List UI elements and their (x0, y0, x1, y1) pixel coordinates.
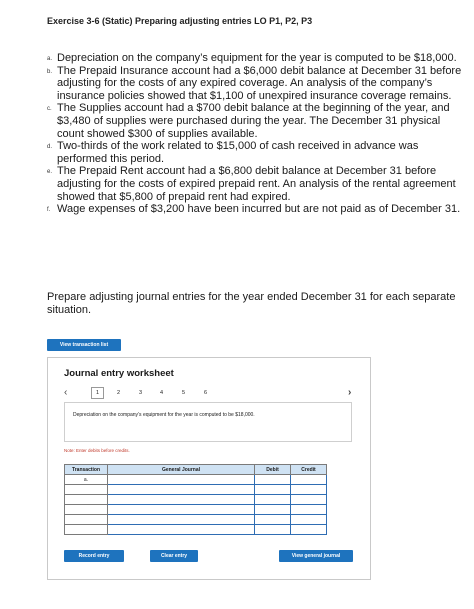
chevron-right-icon[interactable]: › (348, 387, 352, 398)
page-3-tab[interactable]: 3 (139, 390, 143, 396)
journal-table-header (65, 465, 327, 475)
item-letter: d. (47, 144, 53, 151)
table-row (65, 475, 327, 485)
credit-input[interactable] (291, 505, 327, 515)
journal-entry-worksheet (47, 357, 371, 580)
page-5-tab[interactable]: 5 (182, 390, 186, 396)
item-letter: c. (47, 106, 52, 113)
transaction-cell: a. (65, 475, 108, 485)
record-entry-button[interactable]: Record entry (64, 550, 124, 562)
credit-input[interactable] (291, 475, 327, 485)
table-row (65, 515, 327, 525)
transaction-description (64, 402, 352, 442)
item-letter: a. (47, 56, 53, 62)
situation-list (47, 52, 465, 216)
credit-input[interactable] (291, 525, 327, 535)
account-input[interactable] (108, 485, 255, 495)
account-input[interactable] (108, 525, 255, 535)
credit-input[interactable] (291, 495, 327, 505)
page-6-tab[interactable]: 6 (204, 390, 208, 396)
worksheet-title: Journal entry worksheet (64, 368, 174, 379)
transaction-cell (65, 485, 108, 495)
situation-item (47, 165, 465, 203)
general-journal-header: General Journal (108, 465, 255, 475)
situation-item (47, 52, 465, 65)
item-text: The Prepaid Rent account had a $6,800 debit balance at December 31 before adjusting for the costs of expired prepaid rent. An analysis of the rental agreement showed that $5,800 of prepaid rent had expired. (57, 165, 456, 203)
transaction-cell (65, 515, 108, 525)
account-input[interactable] (108, 495, 255, 505)
view-general-journal-button[interactable]: View general journal (279, 550, 353, 562)
table-row (65, 495, 327, 505)
item-letter: e. (47, 169, 53, 176)
description-text: Depreciation on the company’s equipment for the year is computed to be $18,000. (73, 412, 255, 418)
account-input[interactable] (108, 505, 255, 515)
table-row (65, 525, 327, 535)
page-4-tab[interactable]: 4 (160, 390, 164, 396)
page-2-tab[interactable]: 2 (117, 390, 121, 396)
situation-item (47, 203, 465, 216)
transaction-header: Transaction (65, 465, 108, 475)
transaction-cell (65, 525, 108, 535)
instructions: Prepare adjusting journal entries for the year ended December 31 for each separate situation. (47, 291, 456, 316)
credit-header: Credit (291, 465, 327, 475)
situation-item (47, 140, 465, 165)
debit-input[interactable] (255, 485, 291, 495)
debit-input[interactable] (255, 515, 291, 525)
account-input[interactable] (108, 515, 255, 525)
account-input[interactable] (108, 475, 255, 485)
item-text: The Prepaid Insurance account had a $6,000 debit balance at December 31 before adjusting for the costs of any expired coverage. An analysis of the company’s insurance policies showed that $1,100 of unexpired insurance coverage remains. (57, 64, 462, 102)
item-text: Depreciation on the company’s equipment for the year is computed to be $18,000. (57, 52, 457, 64)
situation-item (47, 65, 465, 103)
debit-input[interactable] (255, 475, 291, 485)
debit-input[interactable] (255, 525, 291, 535)
transaction-cell (65, 495, 108, 505)
table-row (65, 485, 327, 495)
chevron-left-icon[interactable]: ‹ (64, 387, 68, 398)
item-letter: b. (47, 68, 53, 75)
entry-note: Note: Enter debits before credits. (64, 448, 130, 453)
exercise-title: Exercise 3-6 (Static) Preparing adjusting entries LO P1, P2, P3 (47, 16, 313, 26)
journal-table (64, 464, 327, 535)
item-text: Wage expenses of $3,200 have been incurred but are not paid as of December 31. (57, 203, 461, 216)
debit-input[interactable] (255, 495, 291, 505)
debit-input[interactable] (255, 505, 291, 515)
table-row (65, 505, 327, 515)
item-letter: f. (47, 207, 51, 214)
item-text: The Supplies account had a $700 debit balance at the beginning of the year, and $3,480 of supplies were purchased during the year. The December 31 physical count showed $300 of supplies available. (57, 102, 450, 140)
debit-header: Debit (255, 465, 291, 475)
item-text: Two-thirds of the work related to $15,000 of cash received in advance was performed this period. (57, 140, 419, 165)
page-1-tab[interactable]: 1 (91, 387, 104, 399)
situation-item (47, 102, 465, 140)
credit-input[interactable] (291, 485, 327, 495)
clear-entry-button[interactable]: Clear entry (150, 550, 198, 562)
view-transaction-list-button[interactable]: View transaction list (47, 339, 121, 351)
credit-input[interactable] (291, 515, 327, 525)
transaction-cell (65, 505, 108, 515)
